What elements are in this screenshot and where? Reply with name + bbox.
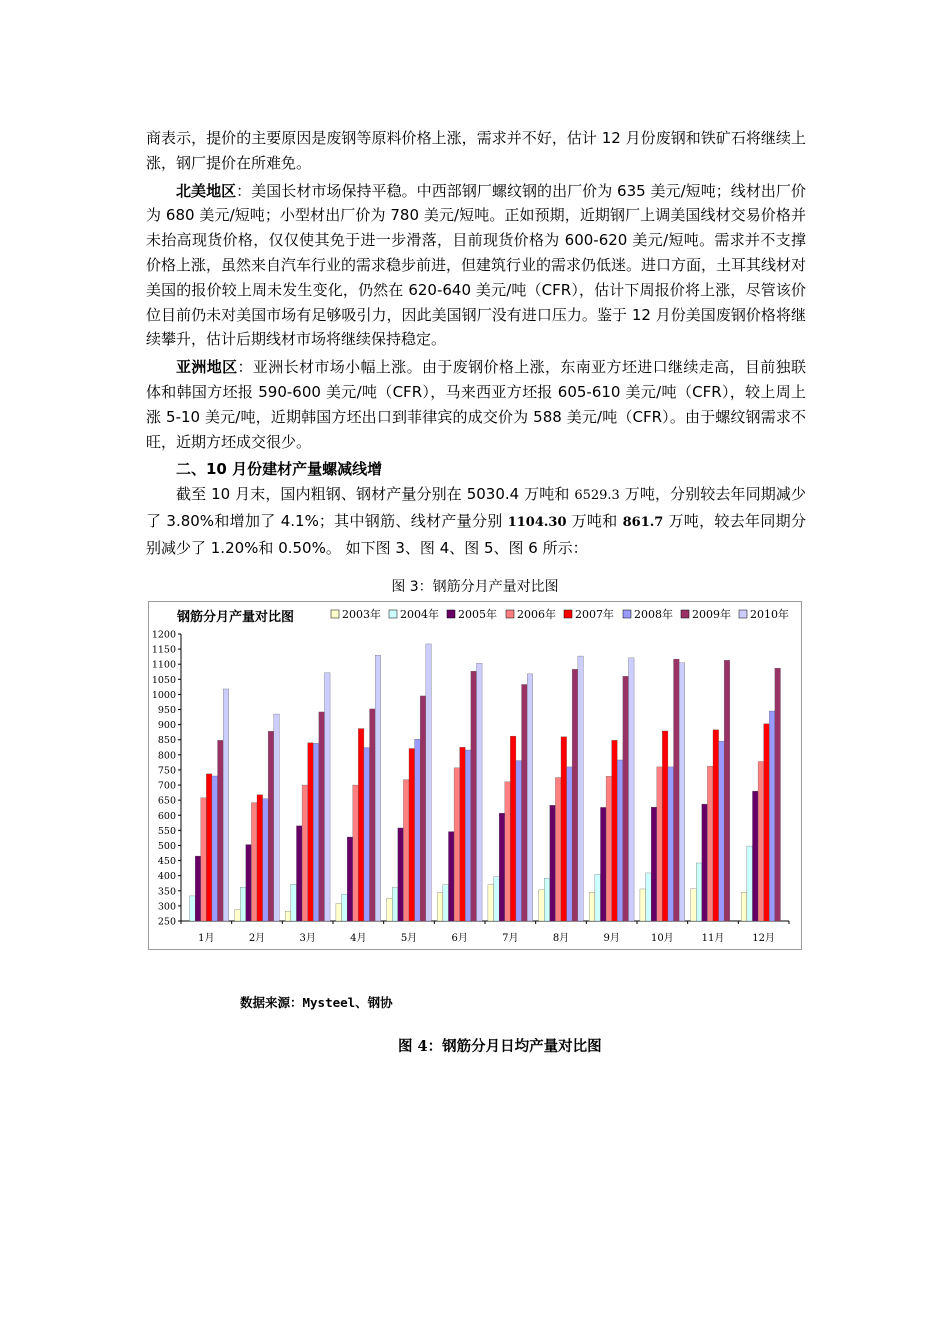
bar-2008年-11月 — [719, 741, 725, 921]
bar-2004年-6月 — [443, 885, 449, 921]
bar-2007年-2月 — [257, 795, 263, 921]
asia-text: ：亚洲长材市场小幅上涨。由于废钢价格上涨，东南亚方坯进口继续走高，目前独联体和韩国方坯报 590-600 美元/吨（CFR），马来西亚方坯报 605-610 美元/吨（CFR），较上周上涨 5-10 美元/吨，近期韩国方坯出口到菲律宾的成交价为 588 美元/吨（CFR）。由于螺纹钢需求不旺，近期方坯成交很少。 — [146, 358, 806, 451]
bar-2010年-10月 — [679, 663, 685, 921]
y-tick-label: 800 — [157, 750, 176, 762]
bar-2009年-4月 — [370, 709, 376, 921]
legend-swatch-2009年 — [681, 610, 689, 618]
bar-2006年-4月 — [353, 785, 359, 921]
bar-2007年-5月 — [409, 748, 415, 921]
x-tick-label: 10月 — [650, 933, 674, 944]
bar-2007年-11月 — [713, 730, 719, 921]
bar-2006年-10月 — [657, 767, 663, 921]
x-tick-label: 1月 — [198, 933, 215, 944]
bar-2005年-6月 — [448, 832, 454, 921]
production-number-1: 6529.3 — [574, 488, 620, 504]
x-tick-label: 9月 — [603, 933, 620, 944]
bar-2005年-1月 — [195, 856, 201, 921]
y-tick-label: 750 — [157, 765, 176, 777]
bar-2004年-4月 — [342, 894, 348, 921]
bar-2009年-7月 — [522, 684, 528, 921]
bar-2008年-10月 — [668, 767, 674, 921]
bar-2006年-5月 — [403, 780, 409, 921]
bar-2005年-7月 — [499, 813, 505, 921]
bar-2009年-5月 — [420, 696, 426, 921]
legend-label-2004年: 2004年 — [400, 608, 439, 621]
production-text-1: 截至 10 月末，国内粗钢、钢材产量分别在 5030.4 万吨和 — [176, 485, 575, 504]
y-tick-label: 1050 — [151, 674, 176, 686]
bar-2003年-2月 — [235, 910, 241, 921]
figure-4-caption: 图 4：钢筋分月日均产量对比图 — [398, 1038, 602, 1055]
bar-2008年-6月 — [465, 750, 471, 921]
paragraph-1-text: 商表示，提价的主要原因是废钢等原料价格上涨，需求并不好，估计 12 月份废钢和铁矿石将继续上涨，钢厂提价在所难免。 — [146, 129, 806, 172]
x-tick-label: 11月 — [701, 933, 725, 944]
paragraph-north-america — [146, 179, 806, 353]
bar-2005年-4月 — [347, 837, 353, 921]
bar-2005年-10月 — [651, 807, 657, 921]
bar-2010年-6月 — [476, 663, 482, 921]
y-tick-label: 400 — [157, 871, 176, 883]
bar-2009年-9月 — [623, 676, 629, 921]
north-america-label: 北美地区 — [176, 181, 237, 200]
bar-2003年-7月 — [488, 885, 494, 921]
bar-2007年-4月 — [358, 729, 364, 921]
data-source-note: 数据来源：Mysteel、钢协 — [240, 995, 393, 1010]
bar-2006年-2月 — [251, 803, 257, 921]
paragraph-1 — [146, 126, 806, 176]
y-tick-label: 650 — [157, 795, 176, 807]
bar-2010年-8月 — [578, 656, 584, 921]
bar-2003年-9月 — [589, 892, 595, 921]
production-text-2: 万吨，分别较去年同期减少了 3.80%和增加了 4.1%；其中钢筋、线材产量分别 — [146, 485, 806, 530]
x-tick-label: 7月 — [502, 933, 519, 944]
y-tick-label: 250 — [157, 916, 176, 928]
bar-2009年-6月 — [471, 671, 477, 921]
bar-2006年-1月 — [201, 798, 207, 921]
bar-2008年-8月 — [567, 767, 573, 921]
bar-2004年-9月 — [595, 874, 601, 921]
legend-swatch-2010年 — [739, 610, 747, 618]
bar-2005年-8月 — [550, 805, 556, 921]
legend-label-2006年: 2006年 — [517, 608, 556, 621]
bar-2004年-7月 — [494, 877, 500, 921]
legend-swatch-2008年 — [623, 610, 631, 618]
bar-2003年-4月 — [336, 903, 342, 921]
bar-2008年-2月 — [263, 799, 269, 921]
bar-2008年-12月 — [769, 711, 775, 921]
legend-label-2009年: 2009年 — [692, 608, 731, 621]
figure-3-caption: 图 3：钢筋分月产量对比图 — [391, 579, 559, 595]
y-tick-label: 1100 — [151, 659, 176, 671]
bar-2005年-9月 — [600, 807, 606, 921]
bar-2004年-11月 — [696, 863, 702, 921]
legend-swatch-2006年 — [506, 610, 514, 618]
bar-2006年-6月 — [454, 768, 460, 921]
bar-2006年-8月 — [555, 778, 561, 922]
y-tick-label: 450 — [157, 856, 176, 868]
bar-2005年-12月 — [752, 791, 758, 921]
bar-2004年-10月 — [646, 873, 652, 921]
bar-2009年-2月 — [268, 731, 274, 921]
bar-2004年-1月 — [190, 896, 196, 921]
production-text-4: 万吨，较去年同期分别减少了 1.20%和 0.50%。 如下图 3、图 4、图 5、图 6 所示： — [146, 511, 806, 557]
bar-2006年-12月 — [758, 761, 764, 921]
bar-2008年-3月 — [313, 743, 319, 921]
y-tick-label: 850 — [157, 735, 176, 747]
production-text-3: 万吨和 — [566, 511, 623, 530]
bar-2005年-2月 — [246, 845, 252, 921]
bar-2003年-11月 — [691, 889, 697, 921]
legend-swatch-2004年 — [389, 610, 397, 618]
y-tick-label: 550 — [157, 825, 176, 837]
bar-2005年-11月 — [702, 804, 708, 921]
legend-swatch-2007年 — [564, 610, 572, 618]
y-tick-label: 600 — [157, 810, 176, 822]
x-tick-label: 12月 — [752, 933, 776, 944]
x-tick-label: 5月 — [400, 933, 418, 944]
legend-label-2010年: 2010年 — [750, 608, 789, 621]
y-tick-label: 1150 — [151, 644, 176, 656]
bar-2009年-11月 — [724, 660, 730, 921]
x-tick-label: 2月 — [248, 933, 266, 944]
bar-2003年-12月 — [741, 892, 747, 921]
bar-2008年-4月 — [364, 748, 370, 921]
bar-2008年-9月 — [617, 760, 623, 921]
production-number-3: 861.7 — [622, 514, 664, 530]
bar-2009年-10月 — [674, 659, 680, 921]
legend-swatch-2003年 — [331, 610, 339, 618]
section-heading-2: 二、10 月份建材产量螺减线增 — [176, 460, 383, 479]
legend-label-2005年: 2005年 — [458, 608, 497, 621]
bar-2007年-9月 — [612, 740, 618, 921]
bar-2009年-8月 — [572, 669, 578, 921]
bar-2010年-5月 — [426, 644, 432, 921]
bar-2003年-3月 — [285, 911, 291, 921]
chart-canvas — [149, 602, 801, 949]
bar-2003年-8月 — [539, 890, 545, 921]
y-tick-label: 500 — [157, 840, 176, 852]
bar-2008年-7月 — [516, 761, 522, 921]
production-number-2: 1104.30 — [507, 514, 567, 530]
y-tick-label: 900 — [157, 720, 176, 732]
north-america-text: ：美国长材市场保持平稳。中西部钢厂螺纹钢的出厂价为 635 美元/短吨；线材出厂价为 680 美元/短吨；小型材出厂价为 780 美元/短吨。正如预期，近期钢厂上调美国线材交易价格并未抬高现货价格，仅仅使其免于进一步滑落，目前现货价格为 600-620 美元/短吨。需求并不支撑价格上涨，虽然来自汽车行业的需求稳步前进，但建筑行业的需求仍低迷。进口方面，土耳其线材对美国的报价较上周未发生变化，仍然在 620-640 美元/吨（CFR），估计下周报价将上涨，尽管该价位目前仍未对美国市场有足够吸引力，因此美国钢厂没有进口压力。鉴于 12 月份美国废钢价格将继续攀升，估计后期线材市场将继续保持稳定。 — [146, 181, 807, 349]
bar-2004年-12月 — [747, 846, 753, 921]
y-tick-label: 950 — [157, 705, 176, 717]
paragraph-production — [146, 482, 806, 560]
bar-2003年-5月 — [387, 898, 393, 921]
y-tick-label: 350 — [157, 886, 176, 898]
x-tick-label: 3月 — [299, 933, 316, 944]
bar-2005年-3月 — [296, 826, 302, 921]
bar-2007年-3月 — [308, 743, 314, 921]
bar-2009年-12月 — [775, 668, 781, 921]
bar-2007年-7月 — [510, 736, 516, 921]
bar-2007年-12月 — [764, 724, 770, 921]
y-tick-label: 1200 — [151, 629, 176, 641]
y-tick-label: 700 — [157, 780, 176, 792]
bar-2007年-10月 — [662, 731, 668, 921]
bar-2009年-1月 — [218, 740, 224, 921]
bar-2004年-2月 — [240, 887, 246, 921]
bar-2010年-2月 — [274, 714, 280, 921]
bar-2007年-1月 — [206, 774, 212, 921]
asia-label: 亚洲地区 — [176, 358, 238, 377]
bar-2010年-9月 — [628, 658, 634, 921]
legend-label-2008年: 2008年 — [634, 608, 673, 621]
bar-2003年-6月 — [437, 893, 443, 921]
rebar-monthly-output-chart — [148, 601, 802, 950]
bar-2006年-3月 — [302, 785, 308, 921]
bar-2008年-1月 — [212, 776, 218, 921]
bar-2006年-9月 — [606, 776, 612, 921]
paragraph-asia — [146, 355, 806, 454]
bar-2007年-6月 — [460, 747, 466, 921]
bar-2003年-10月 — [640, 889, 646, 921]
bar-2010年-1月 — [223, 689, 229, 921]
bar-2006年-7月 — [505, 782, 511, 921]
x-tick-label: 4月 — [350, 933, 367, 944]
legend-label-2003年: 2003年 — [342, 608, 381, 621]
bar-2004年-8月 — [544, 878, 550, 921]
bar-2004年-5月 — [392, 887, 398, 921]
bar-2010年-3月 — [324, 673, 330, 921]
x-tick-label: 6月 — [451, 933, 468, 944]
bar-2010年-4月 — [375, 655, 381, 921]
y-tick-label: 1000 — [151, 689, 176, 701]
bar-2010年-7月 — [527, 674, 533, 921]
bar-2006年-11月 — [707, 766, 713, 921]
body-text — [146, 126, 806, 561]
bar-2009年-3月 — [319, 712, 325, 921]
bar-2004年-3月 — [291, 884, 297, 921]
y-tick-label: 300 — [157, 901, 176, 913]
bar-2005年-5月 — [398, 828, 404, 921]
legend-swatch-2005年 — [447, 610, 455, 618]
legend-label-2007年: 2007年 — [575, 608, 614, 621]
x-tick-label: 8月 — [552, 933, 570, 944]
chart-title: 钢筋分月产量对比图 — [177, 610, 295, 625]
bar-2007年-8月 — [561, 737, 567, 921]
bar-2008年-5月 — [415, 739, 421, 921]
